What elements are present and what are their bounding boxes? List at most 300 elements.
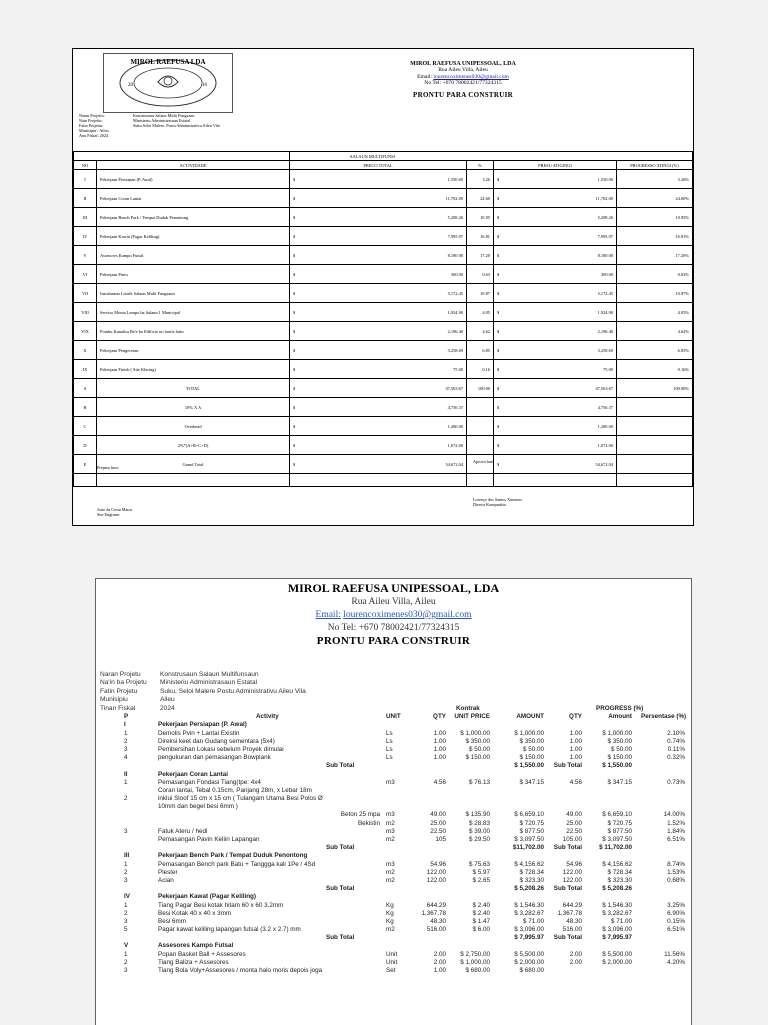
cell-unit: m2 (386, 836, 395, 843)
cell-activity: Pembersihan Lokasi sebelum Proyek dimulai (158, 745, 284, 753)
cell-no: 3 (124, 745, 128, 753)
cell-total (290, 379, 467, 398)
cell-activity: Besi Kotak 40 x 40 x 3mm (158, 909, 232, 917)
cell-unit-price: $ 76.13 (468, 778, 490, 786)
info-row: Munisipiu : Aileu (79, 128, 109, 133)
cell-qty: 1.00 (433, 745, 446, 753)
currency-symbol: $ (497, 366, 500, 372)
cell-unit-price: $ 2,750.00 (460, 950, 490, 958)
cell-percentage: 6.51% (667, 836, 685, 843)
cell-total (290, 417, 467, 436)
cell-activity: Assesores Kampo Futsal (97, 246, 290, 265)
cell-amount-progress: $ 350.00 (607, 737, 632, 745)
cell-unit-price: $ 350.00 (465, 737, 490, 745)
amount-value: 11,702.00 (445, 195, 463, 201)
cell-amount-progress: $ 71.00 (610, 917, 632, 925)
table-row (96, 754, 691, 762)
amount-value: 75.00 (603, 366, 613, 372)
currency-symbol: $ (497, 385, 500, 391)
cell-unit-price: $ 1,000.00 (460, 729, 490, 737)
logo-year-left: 20 (128, 83, 133, 88)
empty-cell (617, 474, 693, 487)
cell-unit: Ls (386, 737, 393, 745)
col-unit-price: UNIT PRICE (454, 713, 490, 721)
table-row (96, 951, 691, 959)
table-row (74, 284, 693, 303)
cell-amount: $ 720.75 (519, 819, 544, 827)
cell-qty: 25.00 (430, 819, 446, 827)
group-header-row (96, 705, 691, 713)
empty-cell (494, 474, 617, 487)
cell-qty-progress: 48.30 (566, 917, 582, 925)
table-row (74, 208, 693, 227)
cell-pct (467, 398, 494, 417)
cell-pct: 0.16 (467, 360, 494, 379)
cell-no: E (74, 455, 97, 474)
cell-percentage: 2.10% (667, 729, 685, 737)
cell-qty: 1.00 (433, 754, 446, 762)
section-title: Pekerjaan Persiapan (P. Awal) (158, 721, 247, 729)
info-row: Anu Fiskal: 2024 (79, 133, 109, 138)
cell-activity: Serviso Monta Lampo ba Salaun 1 Municipal (97, 303, 290, 322)
company-address: Rua Aileu Villa, Aileu (351, 597, 436, 607)
section-number: I (124, 721, 126, 729)
cell-qty: 105 (435, 836, 446, 843)
table-row (96, 910, 691, 918)
cell-activity: Pemasangan Pavin Keliin Lapangan (158, 836, 260, 843)
cell-activity: Pekerjaan Pengecetan (97, 341, 290, 360)
company-phone: No Tel: +670 78002421/77324315 (327, 623, 460, 633)
cell-activity: 10mm dan begel besi 6mm ) (158, 803, 238, 811)
table-row (96, 926, 691, 934)
cell-activity: Tiang Bola Voly+Assesores / monta halo moris depois joga (158, 967, 323, 974)
table-row (74, 246, 693, 265)
cell-amount: $ 323.30 (519, 876, 544, 884)
cell-total (290, 322, 467, 341)
amount-value: 8,180.00 (447, 252, 463, 258)
subtotal-amount-progress: $ 11,702.00 (599, 844, 632, 852)
cell-unit: Kg (386, 917, 394, 925)
currency-symbol: $ (293, 309, 296, 315)
cell-activity: Tiang Baliza + Assesores (158, 958, 229, 966)
table-row (74, 265, 693, 284)
page-header (73, 49, 693, 152)
amount-value: 1,072.00 (447, 442, 463, 448)
subtotal-amount-progress: $ 1,550.00 (602, 762, 632, 770)
company-email-link[interactable]: lourencoximenes030@gmail.com (433, 73, 509, 80)
cell-qty-progress: 644.29 (562, 901, 582, 909)
company-email-link[interactable]: lourencoximenes030@gmail.com (343, 610, 472, 620)
cell-pct: 10.87 (467, 284, 494, 303)
subtotal-label-progress: Sub Total (553, 844, 582, 852)
subtotal-amount: $11,702.00 (512, 844, 544, 852)
cell-percentage: 6.51% (667, 926, 685, 934)
empty-cell (97, 474, 290, 487)
amount-value: 5,172.45 (597, 290, 613, 296)
currency-symbol: $ (497, 195, 500, 201)
cell-no: VII (74, 284, 97, 303)
cell-qty-progress: 22.50 (566, 827, 582, 835)
company-name: MIROL RAEFUSA UNIPESSOAL, LDA (410, 61, 516, 67)
company-logo (103, 53, 233, 113)
cell-amount: $ 728.34 (519, 868, 544, 876)
group-progress: PROGRESS (%) (596, 705, 644, 712)
cell-amount: $ 3,282.67 (514, 909, 544, 917)
col-qty: QTY (433, 713, 446, 721)
cell-no: C (74, 417, 97, 436)
cell-atingi (494, 246, 617, 265)
cell-no: 1 (124, 950, 128, 958)
currency-symbol: $ (293, 366, 296, 372)
cell-amount: $ 5,500.00 (514, 950, 544, 958)
info-row: Nain Projeitu: Ministeriu Administrasaun Estatal (79, 118, 191, 123)
cell-unit: Unit (386, 950, 398, 958)
table-row (96, 746, 691, 754)
table-header-row (96, 713, 691, 721)
cell-no: II (74, 189, 97, 208)
cell-percentage: 0.74% (667, 737, 685, 745)
cell-qty-progress: 2.00 (569, 950, 582, 958)
table-row (74, 379, 693, 398)
currency-symbol: $ (497, 309, 500, 315)
table-row (74, 417, 693, 436)
prepared-signature (97, 507, 132, 517)
currency-symbol: $ (497, 423, 500, 429)
cell-activity: Grand Total (97, 455, 290, 474)
cell-atingi (494, 417, 617, 436)
currency-symbol: $ (497, 461, 500, 467)
cell-unit-price: $ 680.00 (465, 967, 490, 974)
table-row (96, 918, 691, 926)
cell-qty-progress: 122.00 (562, 868, 582, 876)
cell-unit: Kg (386, 909, 394, 917)
cell-total (290, 265, 467, 284)
cell-qty: 1.00 (433, 967, 446, 974)
cell-no: 1 (124, 901, 128, 909)
cell-total (290, 227, 467, 246)
cell-total (290, 436, 467, 455)
cell-qty: 122.00 (426, 876, 446, 884)
doc-title: PRONTU PARA CONSTRUIR (413, 90, 513, 99)
amount-value: 1,550.00 (597, 176, 613, 182)
section-title: Pekerjaan Bench Park / Tempat Duduk Penontong (158, 852, 308, 860)
cell-no: A (74, 379, 97, 398)
table-row (96, 803, 691, 811)
cell-percentage: 11.56% (664, 950, 685, 958)
cell-atingi (494, 265, 617, 284)
table-header-row (74, 161, 693, 170)
cell-percentage: 0.73% (667, 778, 685, 786)
amount-value: 1,280.00 (447, 423, 463, 429)
subtotal-row (96, 885, 691, 893)
cell-amount: $ 71.00 (522, 917, 544, 925)
cell-no: 3 (124, 917, 128, 925)
amount-value: 4,756.37 (597, 404, 613, 410)
cell-no: X (74, 341, 97, 360)
info-row: Fatin Projeitu: Suku Seloi Malere, Postu Administrativu Aileu Vila (79, 123, 220, 128)
table-row (96, 738, 691, 746)
subtotal-label-progress: Sub Total (553, 934, 582, 942)
cell-unit-price: $ 6.00 (472, 926, 490, 934)
cell-qty: 54.96 (430, 860, 446, 868)
cell-pct: 10.95 (467, 208, 494, 227)
group-kontrak: Kontrak (456, 705, 480, 712)
cell-activity: Bekistin (357, 819, 380, 827)
cell-progress: 17.20% (617, 246, 693, 265)
section-title: Pekerjaan Kawat (Pagar Keliling) (158, 893, 256, 901)
table-row (96, 967, 691, 975)
cell-atingi (494, 170, 617, 189)
cell-amount-progress: $ 1,546.30 (602, 901, 632, 909)
table-row (74, 303, 693, 322)
cell-activity: Overhead (97, 417, 290, 436)
cell-total (290, 170, 467, 189)
info-row: Naran Projeitu: Konstrusaun Salaun Multi Fungsaun (79, 113, 195, 118)
cell-total (290, 341, 467, 360)
amount-value: 54,672.04 (595, 461, 613, 467)
subtotal-amount-progress: $ 5,208.26 (602, 885, 632, 893)
logo-emblem-icon (104, 54, 232, 112)
cell-amount: $ 2,000.00 (514, 958, 544, 966)
amount-value: 5,208.26 (447, 214, 463, 220)
company-name: MIROL RAEFUSA UNIPESSOAL, LDA (287, 581, 500, 595)
company-address: Rua Aileu Villa, Aileu (438, 67, 488, 74)
cell-no: 1 (124, 860, 128, 868)
cell-qty: 1,367.78 (421, 909, 446, 917)
cell-qty-progress: 105.00 (562, 836, 582, 843)
cell-atingi (494, 322, 617, 341)
cell-amount: $ 1,546.30 (514, 901, 544, 909)
cell-unit: m2 (386, 876, 395, 884)
col-no: NO (74, 161, 97, 170)
document-page-summary (72, 48, 694, 526)
section-number: II (124, 770, 128, 778)
subtotal-label: Sub Total (326, 885, 355, 893)
cell-activity: TOTAL (97, 379, 290, 398)
subtotal-amount: $ 5,208.26 (514, 885, 544, 893)
subtotal-amount: $ 7,995.97 (514, 934, 544, 942)
cell-progress: 10.87% (617, 284, 693, 303)
cell-amount-progress: $ 347.15 (607, 778, 632, 786)
cell-amount: $ 3,096.00 (514, 926, 544, 934)
cell-percentage: 0.11% (667, 745, 685, 753)
cell-percentage: 1.84% (667, 827, 685, 835)
cell-activity: Pemasangan Bench park Batu + Tanggga kali 1Pe / 4Sd (158, 860, 316, 868)
table-row (96, 779, 691, 787)
cell-qty: 122.00 (426, 868, 446, 876)
cell-qty: 2.00 (433, 958, 446, 966)
cell-amount-progress: $ 150.00 (607, 754, 632, 762)
detail-rows (96, 721, 691, 975)
section-row (96, 771, 691, 779)
cell-unit-price: $ 50.00 (468, 745, 490, 753)
cell-activity: Pekerjaan Pintu (97, 265, 290, 284)
cell-no: VIX (74, 322, 97, 341)
cell-activity: Direksi keet dan Gudang sementara (5x4) (158, 737, 275, 745)
cell-activity: Plester (158, 868, 178, 876)
approved-name: Lorenço dos Santos Ximenes (473, 497, 522, 502)
cell-total (290, 208, 467, 227)
cell-progress: 4.05% (617, 303, 693, 322)
cell-activity: inklui Sloof 15 cm x 15 cm ( Tulangam Utama Besi Polos Ø (158, 795, 323, 803)
cell-no: 2 (124, 737, 128, 745)
cell-amount: $ 680.00 (519, 967, 544, 974)
currency-symbol: $ (293, 195, 296, 201)
cell-unit-price: $ 2.65 (472, 876, 490, 884)
cell-atingi (494, 455, 617, 474)
section-row (96, 721, 691, 729)
cell-qty-progress: 1.00 (569, 737, 582, 745)
cell-qty-progress: 2.00 (569, 958, 582, 966)
cell-progress: 24.60% (617, 189, 693, 208)
cell-progress: 6.85% (617, 341, 693, 360)
currency-symbol: $ (497, 176, 500, 182)
cell-activity: Beton 25 mpa (340, 811, 380, 819)
cell-amount: $ 6,659.10 (514, 811, 544, 819)
cell-amount-progress: $ 1,000.00 (602, 729, 632, 737)
cell-amount-progress: $ 3,282.67 (602, 909, 632, 917)
cell-atingi (494, 436, 617, 455)
cell-activity: Instalasaun Listrik Salaun Multi Fungsaun (97, 284, 290, 303)
cell-unit: Ls (386, 754, 393, 762)
cell-total (290, 284, 467, 303)
cell-unit: m3 (386, 811, 395, 819)
company-email-line (96, 609, 691, 622)
cell-atingi (494, 379, 617, 398)
table-row (96, 811, 691, 819)
cell-unit-price: $ 150.00 (465, 754, 490, 762)
cell-pct: 3.26 (467, 170, 494, 189)
cell-activity: Pombu Kanalisa Be'e ba Edificio no hariis fatin (97, 322, 290, 341)
info-row: Na'in ba Projetu Ministeriu Administrasaun Estatal (100, 679, 258, 687)
cell-unit-price: $ 39.00 (468, 827, 490, 835)
cell-no: VIII (74, 303, 97, 322)
section-number: IV (124, 893, 130, 901)
cell-percentage: 14.00% (663, 811, 685, 819)
amount-value: 2,196.40 (447, 328, 463, 334)
cell-pct: 4.05 (467, 303, 494, 322)
cell-amount-progress: $ 50.00 (610, 745, 632, 753)
col-total: PRECO TOTAL (290, 161, 467, 170)
email-label[interactable]: Email: (315, 610, 341, 620)
cell-no: B (74, 398, 97, 417)
cell-total (290, 303, 467, 322)
cell-percentage: 0.15% (667, 917, 685, 925)
col-unit: UNIT (386, 713, 401, 721)
currency-symbol: $ (497, 328, 500, 334)
amount-value: 1,072.00 (597, 442, 613, 448)
currency-symbol: $ (293, 442, 296, 448)
info-row: Tinan Fiskal 2024 (100, 704, 175, 712)
cell-progress (617, 436, 693, 455)
amount-value: 300.00 (450, 271, 463, 277)
subtotal-row (96, 934, 691, 942)
cell-no: V (74, 246, 97, 265)
cell-qty: 644.29 (426, 901, 446, 909)
currency-symbol: $ (497, 214, 500, 220)
cell-progress (617, 417, 693, 436)
cell-pct: 16.81 (467, 227, 494, 246)
table-row (74, 360, 693, 379)
subtotal-amount: $ 1,550.00 (514, 762, 544, 770)
cell-no: 3 (124, 876, 128, 884)
cell-amount-progress: $ 323.30 (607, 876, 632, 884)
cell-percentage: 3.25% (667, 901, 685, 909)
amount-value: 1,550.00 (447, 176, 463, 182)
cell-no: 1 (124, 778, 128, 786)
cell-amount-progress: $ 4,156.62 (602, 860, 632, 868)
subtotal-amount-progress: $ 7,995.97 (602, 934, 632, 942)
cell-unit-price: $ 2.40 (472, 901, 490, 909)
amount-value: 1,280.00 (597, 423, 613, 429)
prepared-role: Site Engineer (97, 512, 120, 517)
cell-activity: Pekerjaan Coran Lantai (97, 189, 290, 208)
cell-activity: Pekerjaan Bench Park / Tempat Duduk Penontong (97, 208, 290, 227)
cell-unit-price: $ 2.40 (472, 909, 490, 917)
cell-no: 2 (124, 795, 128, 803)
cell-activity: Besi 6mm (158, 917, 186, 925)
table-row (96, 828, 691, 836)
amount-value: 1,924.90 (597, 309, 613, 315)
cell-atingi (494, 303, 617, 322)
empty-cell (74, 474, 97, 487)
cell-total (290, 246, 467, 265)
info-row: Fatin Projetu Suku, Seloi Malere Postu Administrativu Aileu Vila (100, 687, 306, 695)
currency-symbol: $ (293, 252, 296, 258)
cell-amount-progress: $ 2,000.00 (602, 958, 632, 966)
empty-cell (467, 474, 494, 487)
cell-activity: 2%*(A+B+C+D) (97, 436, 290, 455)
amount-value: 11,702.00 (595, 195, 613, 201)
cell-amount-progress: $ 3,097.50 (602, 836, 632, 843)
cell-amount-progress: $ 6,659.10 (602, 811, 632, 819)
section-number: III (124, 852, 130, 860)
col-activity: Activity (256, 713, 279, 721)
section-row (96, 852, 691, 860)
cell-unit: m3 (386, 778, 395, 786)
table-row (96, 861, 691, 869)
cell-activity: Acian (158, 876, 174, 884)
cell-qty-progress: 516.00 (562, 926, 582, 934)
project-info (79, 113, 220, 138)
cell-progress: 0.63% (617, 265, 693, 284)
currency-symbol: $ (293, 404, 296, 410)
cell-activity: Demolis Pvin + Lantai Existin (158, 729, 240, 737)
cell-unit: m3 (386, 860, 395, 868)
currency-symbol: $ (293, 271, 296, 277)
table-row (74, 189, 693, 208)
cell-no: VI (74, 265, 97, 284)
cell-amount-progress: $ 720.75 (607, 819, 632, 827)
cell-no: IV (74, 227, 97, 246)
cell-percentage: 0.68% (667, 876, 685, 884)
cell-qty: 22.50 (430, 827, 446, 835)
cell-activity: Fatuk Ateru / hedi (158, 827, 208, 835)
cell-total (290, 189, 467, 208)
cell-qty-progress: 1.00 (569, 754, 582, 762)
cell-progress: 3.26% (617, 170, 693, 189)
cell-no: 1 (124, 729, 128, 737)
cell-atingi (494, 227, 617, 246)
summary-table (73, 151, 693, 487)
cell-unit: m2 (386, 868, 395, 876)
table-row (96, 820, 691, 828)
cell-no: III (74, 208, 97, 227)
cell-progress: 16.81% (617, 227, 693, 246)
col-atingi: PRESU ATIGINGI (494, 161, 617, 170)
cell-qty: 4.56 (433, 778, 446, 786)
subtotal-row (96, 844, 691, 852)
